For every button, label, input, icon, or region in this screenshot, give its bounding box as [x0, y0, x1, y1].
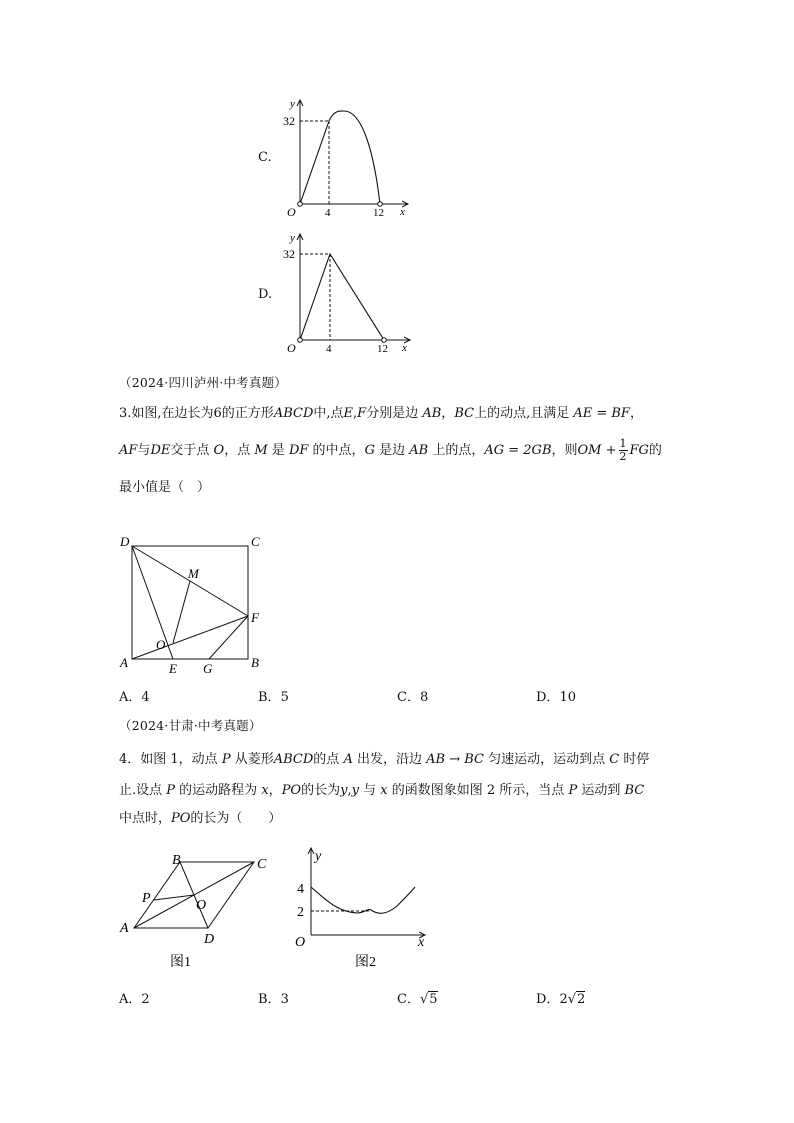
y-tick-4: 4	[297, 882, 304, 897]
label-m: M	[188, 566, 199, 581]
q3-line-2: AF与DE交于点 O，点 M 是 DF 的中点，G 是边 AB 上的点，AG = 2GB，则OM + $\frac{1}{2}$ FG的	[119, 437, 662, 463]
function-curve	[311, 887, 415, 913]
fraction-half: $\frac{1}{2}$	[619, 437, 627, 463]
segment-de	[132, 546, 173, 659]
label-a: A	[120, 921, 129, 936]
label-o: O	[196, 898, 207, 913]
label-c: C	[257, 857, 267, 872]
q4-figure-1	[112, 848, 282, 972]
origin-label: O	[295, 935, 306, 950]
q3-option-b[interactable]: B．5	[258, 690, 289, 705]
q4-line-2: 止.设点 P 的运动路程为 x，PO的长为y,y 与 x 的函数图象如图 2 所示，当点 P 运动到 BC	[119, 783, 645, 798]
q3-square-figure	[115, 530, 275, 680]
sqrt-sign: √	[419, 992, 429, 1007]
open-point	[382, 338, 387, 343]
option-d-label: D.	[258, 287, 273, 302]
segment-po	[154, 895, 194, 900]
q4-line-1: 4．如图 1，动点 P 从菱形ABCD的点 A 出发，沿边 AB → BC 匀速运动，运动到点 C 时停	[119, 752, 650, 767]
open-point	[298, 202, 303, 207]
triangle-graph	[300, 254, 384, 340]
sqrt-sign: √	[567, 992, 577, 1007]
q4-option-a[interactable]: A．2	[119, 992, 150, 1007]
y-axis-label: y	[290, 232, 295, 244]
x-tick-label: 4	[326, 343, 332, 354]
graph-c	[278, 96, 418, 218]
origin-label: O	[287, 205, 296, 218]
open-point	[378, 202, 383, 207]
segment-af	[132, 616, 248, 659]
y-tick-label: 32	[283, 247, 295, 261]
q3-option-a[interactable]: A．4	[119, 690, 150, 705]
q4-option-d[interactable]: D．2√2	[536, 992, 586, 1007]
y-axis-label: y	[290, 98, 295, 110]
q4-source: （2024·甘肃·中考真题）	[119, 718, 262, 733]
option-c-label: C.	[258, 150, 272, 165]
segment	[300, 121, 329, 204]
x-axis-label: x	[402, 342, 407, 354]
label-d: D	[120, 534, 130, 549]
label-d: D	[204, 932, 215, 947]
figure-2-caption: 图2	[355, 955, 376, 970]
q4-line-3: 中点时，PO的长为（ ）	[119, 811, 282, 826]
label-f: F	[251, 610, 259, 625]
q3-option-d[interactable]: D．10	[536, 690, 576, 705]
square-abcd	[132, 546, 248, 659]
label-e: E	[169, 661, 177, 676]
figure-1-caption: 图1	[170, 955, 191, 970]
y-axis-label: y	[315, 849, 322, 864]
x-tick-label: 12	[373, 207, 384, 218]
y-tick-2: 2	[297, 905, 304, 920]
label-b: B	[251, 655, 259, 670]
x-axis-label: x	[418, 935, 425, 950]
x-tick-label: 4	[325, 207, 331, 218]
x-tick-label: 12	[377, 343, 388, 354]
q4-option-b[interactable]: B．3	[258, 992, 289, 1007]
label-a: A	[120, 655, 128, 670]
graph-d	[278, 230, 418, 354]
label-c: C	[251, 534, 260, 549]
q3-option-c[interactable]: C．8	[397, 690, 429, 705]
label-g: G	[203, 661, 213, 676]
open-point	[298, 338, 303, 343]
segment-om	[173, 581, 190, 643]
y-tick-label: 32	[283, 114, 295, 128]
q4-option-c[interactable]: C．√5	[397, 992, 438, 1007]
origin-label: O	[287, 341, 296, 354]
parabola-curve	[329, 111, 380, 204]
q3-line-3: 最小值是（ ）	[119, 480, 211, 495]
x-axis-label: x	[400, 206, 405, 218]
q3-line-1: 3.如图,在边长为6的正方形ABCD中,点E,F分别是边 AB，BC上的动点,且满足 AE = BF，	[119, 406, 643, 421]
q3-source: （2024·四川泸州·中考真题）	[119, 375, 287, 390]
label-o: O	[156, 637, 166, 652]
label-p: P	[142, 891, 151, 906]
q4-figure-2	[285, 842, 435, 972]
label-b: B	[172, 853, 181, 868]
segment-fg	[209, 616, 248, 659]
